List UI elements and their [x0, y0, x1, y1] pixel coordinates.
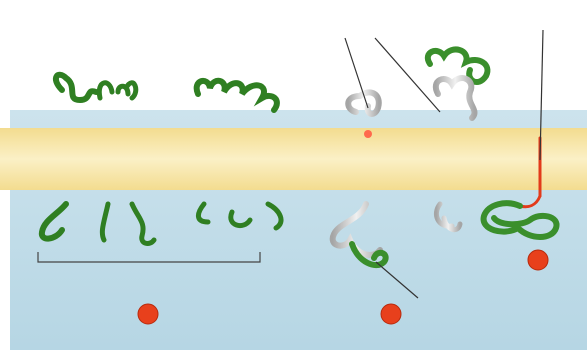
- lipid-tails: [0, 128, 587, 190]
- badge-2: [381, 304, 401, 324]
- badge-3: [528, 250, 548, 270]
- badge-1: [138, 304, 158, 324]
- lipid-bilayer: [0, 128, 587, 190]
